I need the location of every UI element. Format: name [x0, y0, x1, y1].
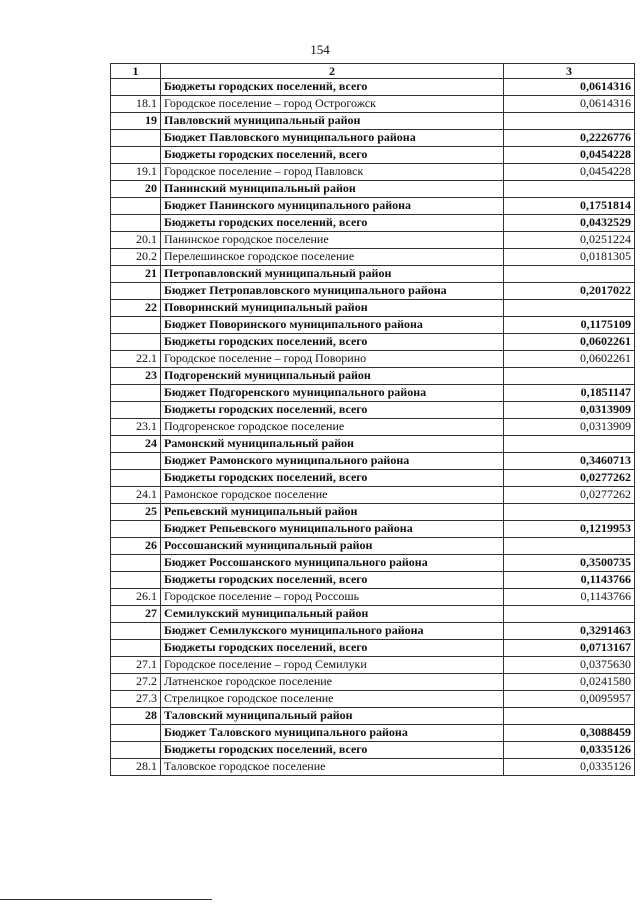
row-number: 24	[111, 436, 161, 453]
row-value: 0,0713167	[504, 640, 635, 657]
table-row	[111, 725, 635, 742]
row-value: 0,0335126	[504, 742, 635, 759]
row-number	[111, 130, 161, 147]
row-number: 27.3	[111, 691, 161, 708]
table-row	[111, 283, 635, 300]
row-number: 27	[111, 606, 161, 623]
row-name: Бюджет Россошанского муниципального района	[161, 555, 504, 572]
row-name: Бюджеты городских поселений, всего	[161, 640, 504, 657]
row-value: 0,0432529	[504, 215, 635, 232]
row-value	[504, 436, 635, 453]
row-name: Бюджеты городских поселений, всего	[161, 572, 504, 589]
row-name: Городское поселение – город Россошь	[161, 589, 504, 606]
row-name: Репьевский муниципальный район	[161, 504, 504, 521]
row-number: 23.1	[111, 419, 161, 436]
row-number	[111, 283, 161, 300]
row-value	[504, 300, 635, 317]
table-row	[111, 351, 635, 368]
table-row	[111, 419, 635, 436]
row-number	[111, 317, 161, 334]
row-value: 0,3500735	[504, 555, 635, 572]
row-value: 0,0602261	[504, 334, 635, 351]
row-number: 21	[111, 266, 161, 283]
row-name: Городское поселение – город Семилуки	[161, 657, 504, 674]
row-name: Подгоренский муниципальный район	[161, 368, 504, 385]
row-value: 0,0251224	[504, 232, 635, 249]
row-name: Бюджеты городских поселений, всего	[161, 402, 504, 419]
row-value: 0,0277262	[504, 470, 635, 487]
row-number	[111, 572, 161, 589]
row-number	[111, 555, 161, 572]
table-row	[111, 147, 635, 164]
row-number	[111, 334, 161, 351]
row-value: 0,0313909	[504, 402, 635, 419]
row-value: 0,1143766	[504, 572, 635, 589]
row-value	[504, 113, 635, 130]
table-header-row	[111, 64, 635, 79]
table-row	[111, 640, 635, 657]
row-name: Таловское городское поселение	[161, 759, 504, 776]
table-row	[111, 453, 635, 470]
row-name: Таловский муниципальный район	[161, 708, 504, 725]
table-row	[111, 487, 635, 504]
row-name: Россошанский муниципальный район	[161, 538, 504, 555]
row-number: 22.1	[111, 351, 161, 368]
row-name: Бюджет Подгоренского муниципального района	[161, 385, 504, 402]
row-value: 0,0454228	[504, 164, 635, 181]
row-name: Бюджеты городских поселений, всего	[161, 79, 504, 96]
row-number: 26.1	[111, 589, 161, 606]
row-number: 28	[111, 708, 161, 725]
row-value: 0,0095957	[504, 691, 635, 708]
table-row	[111, 470, 635, 487]
table-body	[111, 79, 635, 776]
row-value: 0,1751814	[504, 198, 635, 215]
row-number	[111, 79, 161, 96]
row-number: 19	[111, 113, 161, 130]
table-row	[111, 708, 635, 725]
table-row	[111, 759, 635, 776]
row-value: 0,0335126	[504, 759, 635, 776]
row-value	[504, 708, 635, 725]
row-value: 0,1175109	[504, 317, 635, 334]
allocation-table	[110, 63, 635, 776]
row-value: 0,0614316	[504, 79, 635, 96]
row-name: Перелешинское городское поселение	[161, 249, 504, 266]
row-value: 0,2226776	[504, 130, 635, 147]
row-number: 20	[111, 181, 161, 198]
row-value: 0,3460713	[504, 453, 635, 470]
table-row	[111, 538, 635, 555]
row-value: 0,3291463	[504, 623, 635, 640]
row-value	[504, 504, 635, 521]
row-number	[111, 147, 161, 164]
table-row	[111, 402, 635, 419]
row-value	[504, 368, 635, 385]
table-row	[111, 79, 635, 96]
row-number	[111, 521, 161, 538]
row-name: Бюджет Павловского муниципального района	[161, 130, 504, 147]
row-name: Семилукский муниципальный район	[161, 606, 504, 623]
row-value: 0,2017022	[504, 283, 635, 300]
row-name: Бюджет Таловского муниципального района	[161, 725, 504, 742]
row-number: 20.2	[111, 249, 161, 266]
row-name: Латненское городское поселение	[161, 674, 504, 691]
row-name: Подгоренское городское поселение	[161, 419, 504, 436]
table-row	[111, 674, 635, 691]
row-name: Бюджеты городских поселений, всего	[161, 147, 504, 164]
row-number	[111, 623, 161, 640]
row-value: 0,0277262	[504, 487, 635, 504]
row-value: 0,3088459	[504, 725, 635, 742]
row-name: Городское поселение – город Павловск	[161, 164, 504, 181]
row-number	[111, 470, 161, 487]
row-value: 0,1851147	[504, 385, 635, 402]
table-row	[111, 249, 635, 266]
table-row	[111, 572, 635, 589]
row-value	[504, 606, 635, 623]
row-number: 18.1	[111, 96, 161, 113]
table-row	[111, 130, 635, 147]
row-name: Бюджеты городских поселений, всего	[161, 334, 504, 351]
table-row	[111, 368, 635, 385]
table-row	[111, 334, 635, 351]
row-number	[111, 742, 161, 759]
row-name: Бюджет Панинского муниципального района	[161, 198, 504, 215]
row-name: Бюджет Рамонского муниципального района	[161, 453, 504, 470]
row-value: 0,1143766	[504, 589, 635, 606]
table-row	[111, 504, 635, 521]
row-value: 0,0375630	[504, 657, 635, 674]
row-name: Городское поселение – город Поворино	[161, 351, 504, 368]
table-row	[111, 623, 635, 640]
row-name: Панинское городское поселение	[161, 232, 504, 249]
row-name: Бюджеты городских поселений, всего	[161, 470, 504, 487]
table-row	[111, 198, 635, 215]
row-number: 27.1	[111, 657, 161, 674]
row-number: 19.1	[111, 164, 161, 181]
row-value	[504, 266, 635, 283]
row-name: Рамонское городское поселение	[161, 487, 504, 504]
row-name: Городское поселение – город Острогожск	[161, 96, 504, 113]
row-number	[111, 385, 161, 402]
row-number	[111, 402, 161, 419]
page-number: 154	[310, 42, 330, 57]
table-row	[111, 215, 635, 232]
row-name: Бюджеты городских поселений, всего	[161, 742, 504, 759]
row-value: 0,0181305	[504, 249, 635, 266]
row-number: 23	[111, 368, 161, 385]
table-row	[111, 657, 635, 674]
table-row	[111, 436, 635, 453]
row-name: Рамонский муниципальный район	[161, 436, 504, 453]
row-name: Панинский муниципальный район	[161, 181, 504, 198]
row-value	[504, 181, 635, 198]
row-number	[111, 215, 161, 232]
row-number	[111, 453, 161, 470]
table-row	[111, 232, 635, 249]
footnote-separator	[0, 899, 212, 900]
row-value: 0,0454228	[504, 147, 635, 164]
table-row	[111, 266, 635, 283]
row-value: 0,0313909	[504, 419, 635, 436]
row-number: 24.1	[111, 487, 161, 504]
table-row	[111, 96, 635, 113]
row-value: 0,0614316	[504, 96, 635, 113]
row-value: 0,1219953	[504, 521, 635, 538]
table-row	[111, 521, 635, 538]
row-name: Петропавловский муниципальный район	[161, 266, 504, 283]
row-number: 27.2	[111, 674, 161, 691]
row-number	[111, 725, 161, 742]
row-value	[504, 538, 635, 555]
row-name: Павловский муниципальный район	[161, 113, 504, 130]
table-row	[111, 742, 635, 759]
table-row	[111, 555, 635, 572]
table-row	[111, 589, 635, 606]
table-row	[111, 606, 635, 623]
row-number: 26	[111, 538, 161, 555]
column-header-number: 1	[111, 64, 161, 79]
table-row	[111, 317, 635, 334]
row-name: Поворинский муниципальный район	[161, 300, 504, 317]
row-number: 22	[111, 300, 161, 317]
row-value: 0,0602261	[504, 351, 635, 368]
column-header-value: 3	[504, 64, 635, 79]
row-number	[111, 198, 161, 215]
row-number	[111, 640, 161, 657]
row-number: 28.1	[111, 759, 161, 776]
table-row	[111, 113, 635, 130]
column-header-name: 2	[161, 64, 504, 79]
row-number: 25	[111, 504, 161, 521]
table-row	[111, 181, 635, 198]
row-name: Бюджет Семилукского муниципального района	[161, 623, 504, 640]
row-name: Бюджеты городских поселений, всего	[161, 215, 504, 232]
row-number: 20.1	[111, 232, 161, 249]
row-name: Бюджет Репьевского муниципального района	[161, 521, 504, 538]
row-value: 0,0241580	[504, 674, 635, 691]
row-name: Стрелицкое городское поселение	[161, 691, 504, 708]
table-row	[111, 385, 635, 402]
table-row	[111, 691, 635, 708]
table-row	[111, 300, 635, 317]
row-name: Бюджет Петропавловского муниципального района	[161, 283, 504, 300]
row-name: Бюджет Поворинского муниципального района	[161, 317, 504, 334]
table-row	[111, 164, 635, 181]
